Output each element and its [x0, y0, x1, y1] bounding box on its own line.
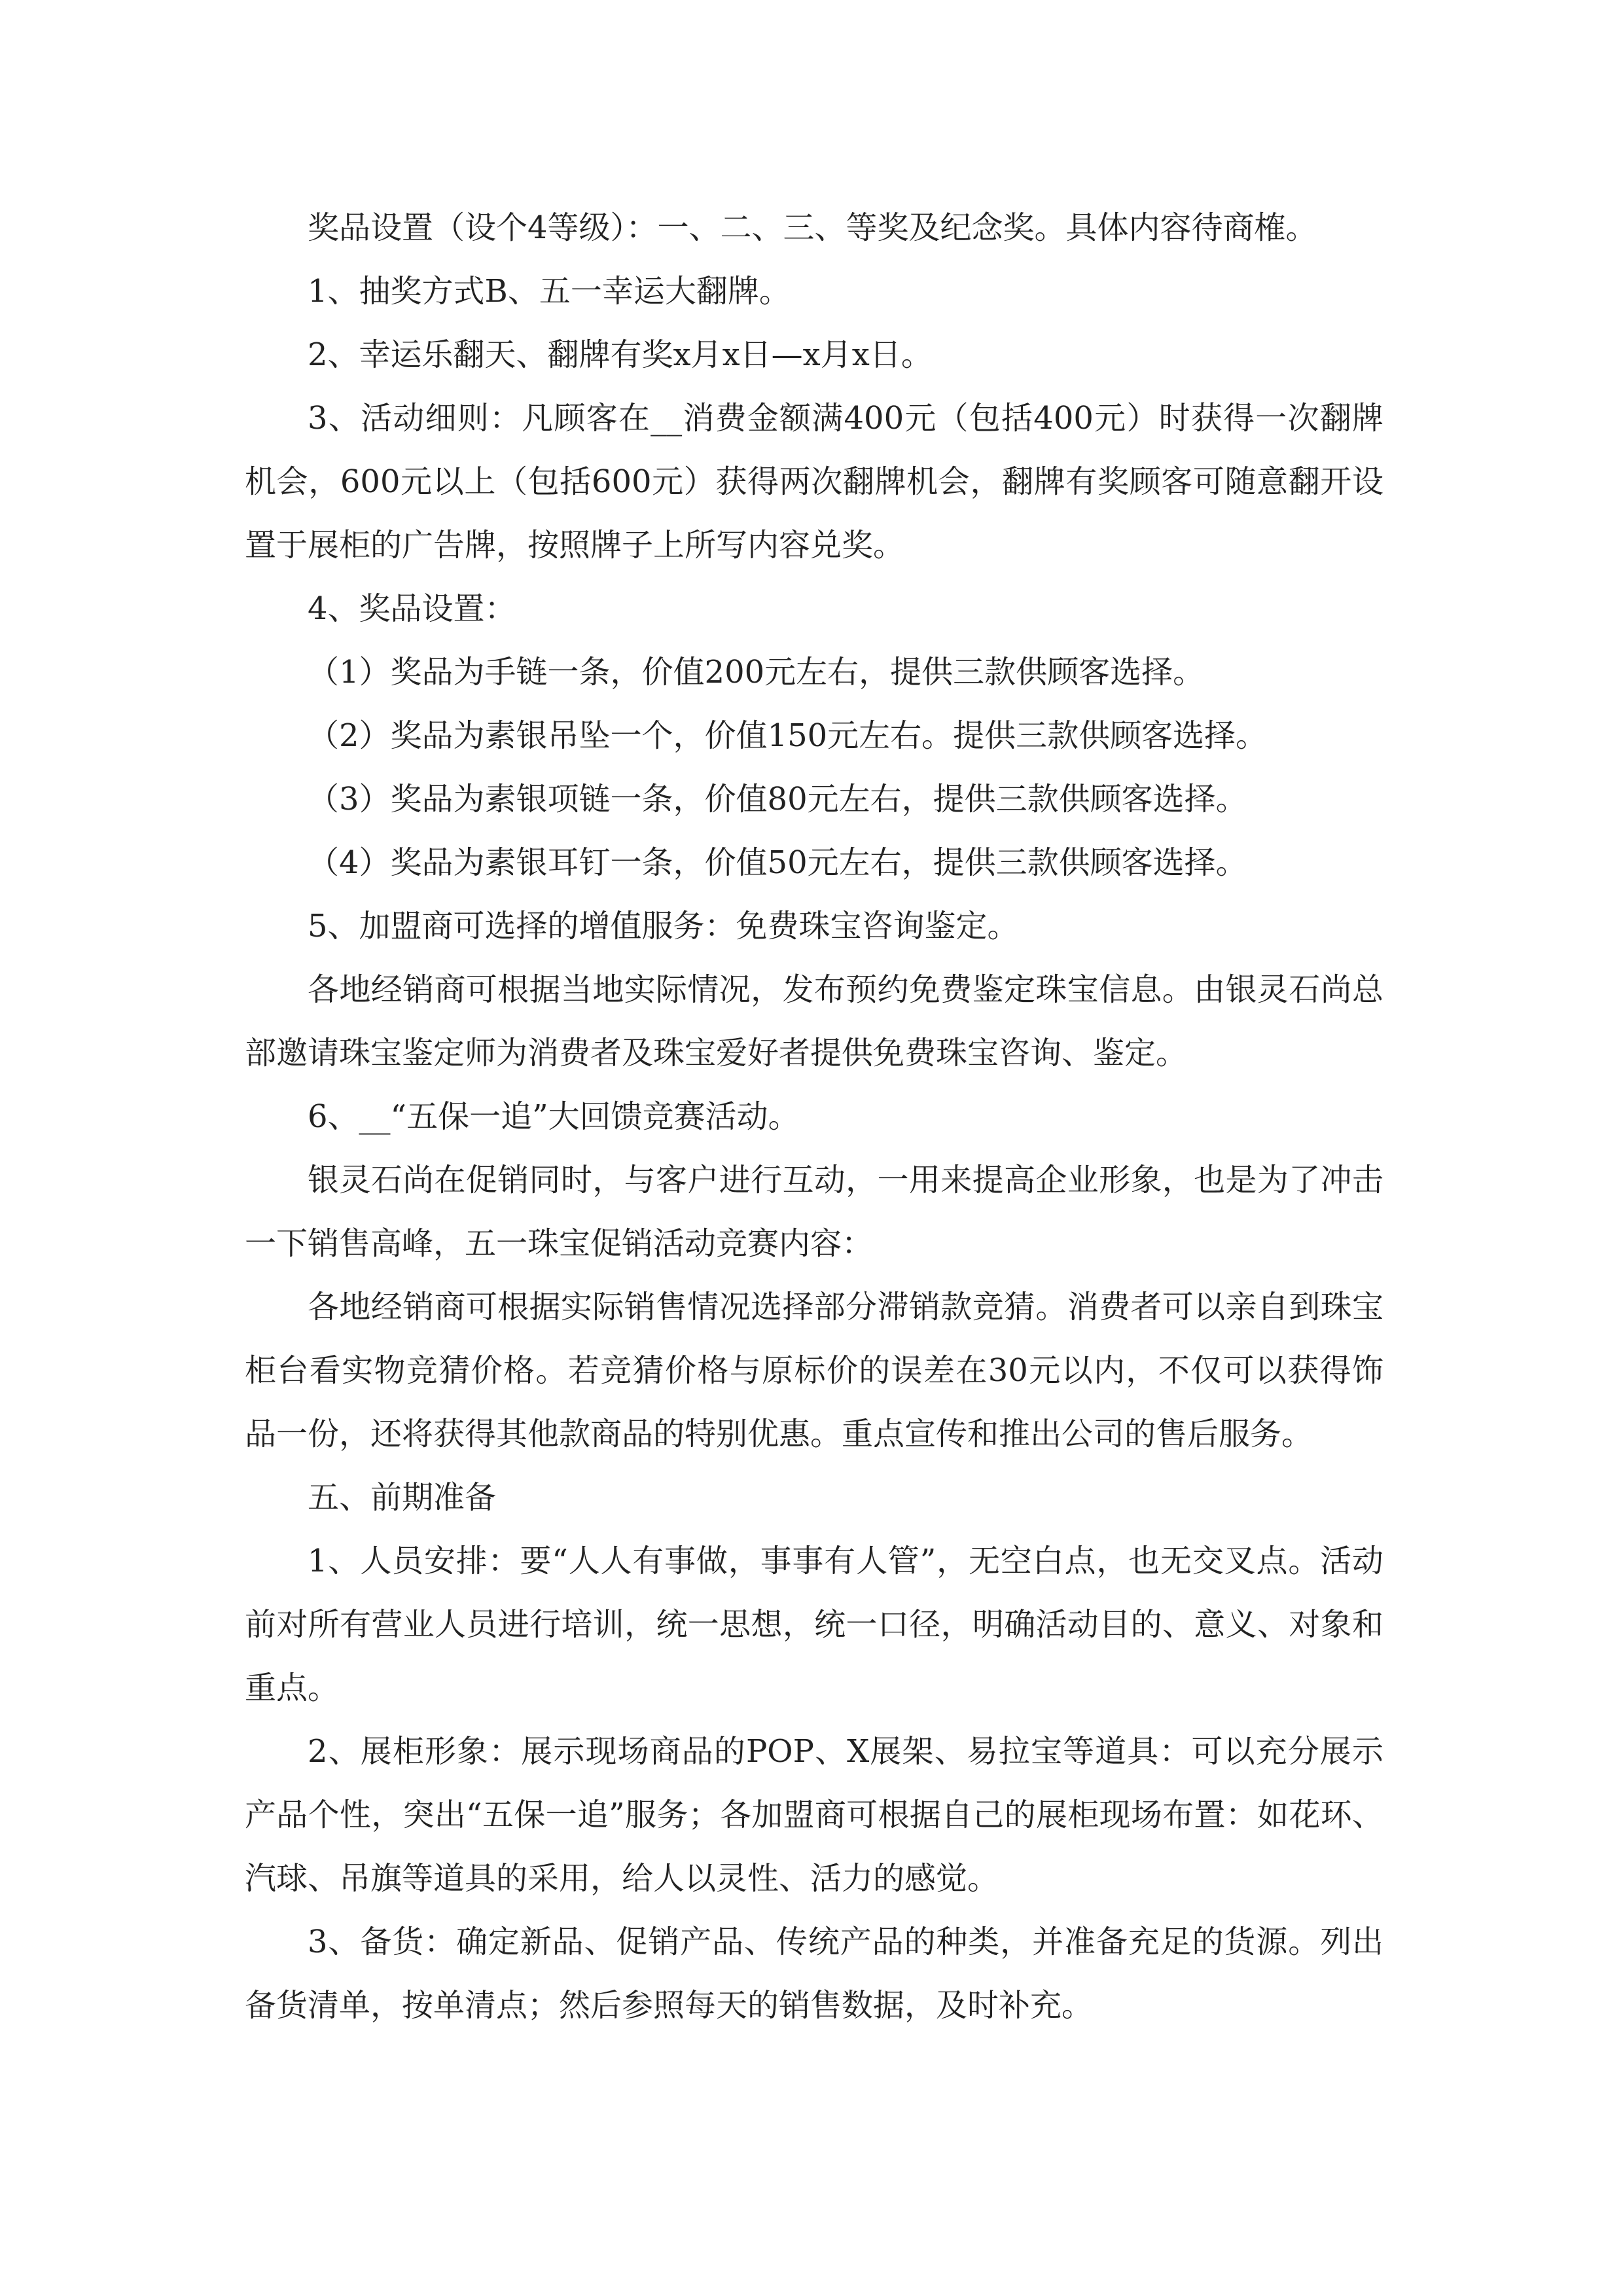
paragraph-prize-1: （1）奖品为手链一条，价值200元左右，提供三款供顾客选择。 — [308, 654, 1205, 691]
paragraph-competition-details: 各地经销商可根据实际销售情况选择部分滞销款竞猜。消费者可以亲自到珠宝柜台看实物竞猜价格。若竞猜价格与原标价的误差在30元以内，不仅可以获得饰品一份，还将获得其他款商品的特别优惠。重点宣传和推出公司的售后服务。 — [245, 1289, 1383, 1452]
paragraph-prize-setup-intro: 奖品设置（设个4等级）：一、二、三、等奖及纪念奖。具体内容待商榷。 — [308, 209, 1317, 246]
paragraph-prize-2: （2）奖品为素银吊坠一个，价值150元左右。提供三款供顾客选择。 — [308, 717, 1268, 754]
document-body — [245, 196, 1383, 2037]
paragraph-value-added-service: 5、加盟商可选择的增值服务：免费珠宝咨询鉴定。 — [308, 908, 1019, 944]
section-heading-preparation: 五、前期准备 — [308, 1479, 497, 1516]
paragraph-lottery-method-b: 1、抽奖方式B、五一幸运大翻牌。 — [308, 273, 791, 310]
paragraph-competition-title: 6、__“五保一追”大回馈竞赛活动。 — [308, 1098, 800, 1135]
paragraph-prize-3: （3）奖品为素银项链一条，价值80元左右，提供三款供顾客选择。 — [308, 781, 1247, 817]
paragraph-competition-intro: 银灵石尚在促销同时，与客户进行互动，一用来提高企业形象，也是为了冲击一下销售高峰，五一珠宝促销活动竞赛内容： — [245, 1162, 1383, 1262]
paragraph-stock-preparation: 3、备货：确定新品、促销产品、传统产品的种类，并准备充足的货源。列出备货清单，按单清点；然后参照每天的销售数据，及时补充。 — [245, 1924, 1383, 2024]
paragraph-lucky-flip: 2、幸运乐翻天、翻牌有奖x月x日—x月x日。 — [308, 336, 933, 373]
paragraph-staffing: 1、人员安排：要“人人有事做，事事有人管”，无空白点，也无交叉点。活动前对所有营业人员进行培训，统一思想，统一口径，明确活动目的、意义、对象和重点。 — [245, 1543, 1383, 1706]
paragraph-counter-image: 2、展柜形象：展示现场商品的POP、X展架、易拉宝等道具：可以充分展示产品个性，突出“五保一追”服务；各加盟商可根据自己的展柜现场布置：如花环、汽球、吊旗等道具的采用，给人以灵性、活力的感觉。 — [245, 1733, 1383, 1897]
paragraph-appraisal-info: 各地经销商可根据当地实际情况，发布预约免费鉴定珠宝信息。由银灵石尚总部邀请珠宝鉴定师为消费者及珠宝爱好者提供免费珠宝咨询、鉴定。 — [245, 971, 1383, 1071]
paragraph-activity-rules: 3、活动细则：凡顾客在__消费金额满400元（包括400元）时获得一次翻牌机会，600元以上（包括600元）获得两次翻牌机会，翻牌有奖顾客可随意翻开设置于展柜的广告牌，按照牌子上所写内容兑奖。 — [245, 400, 1383, 564]
paragraph-prize-setup: 4、奖品设置： — [308, 590, 516, 627]
paragraph-prize-4: （4）奖品为素银耳钉一条，价值50元左右，提供三款供顾客选择。 — [308, 844, 1247, 881]
